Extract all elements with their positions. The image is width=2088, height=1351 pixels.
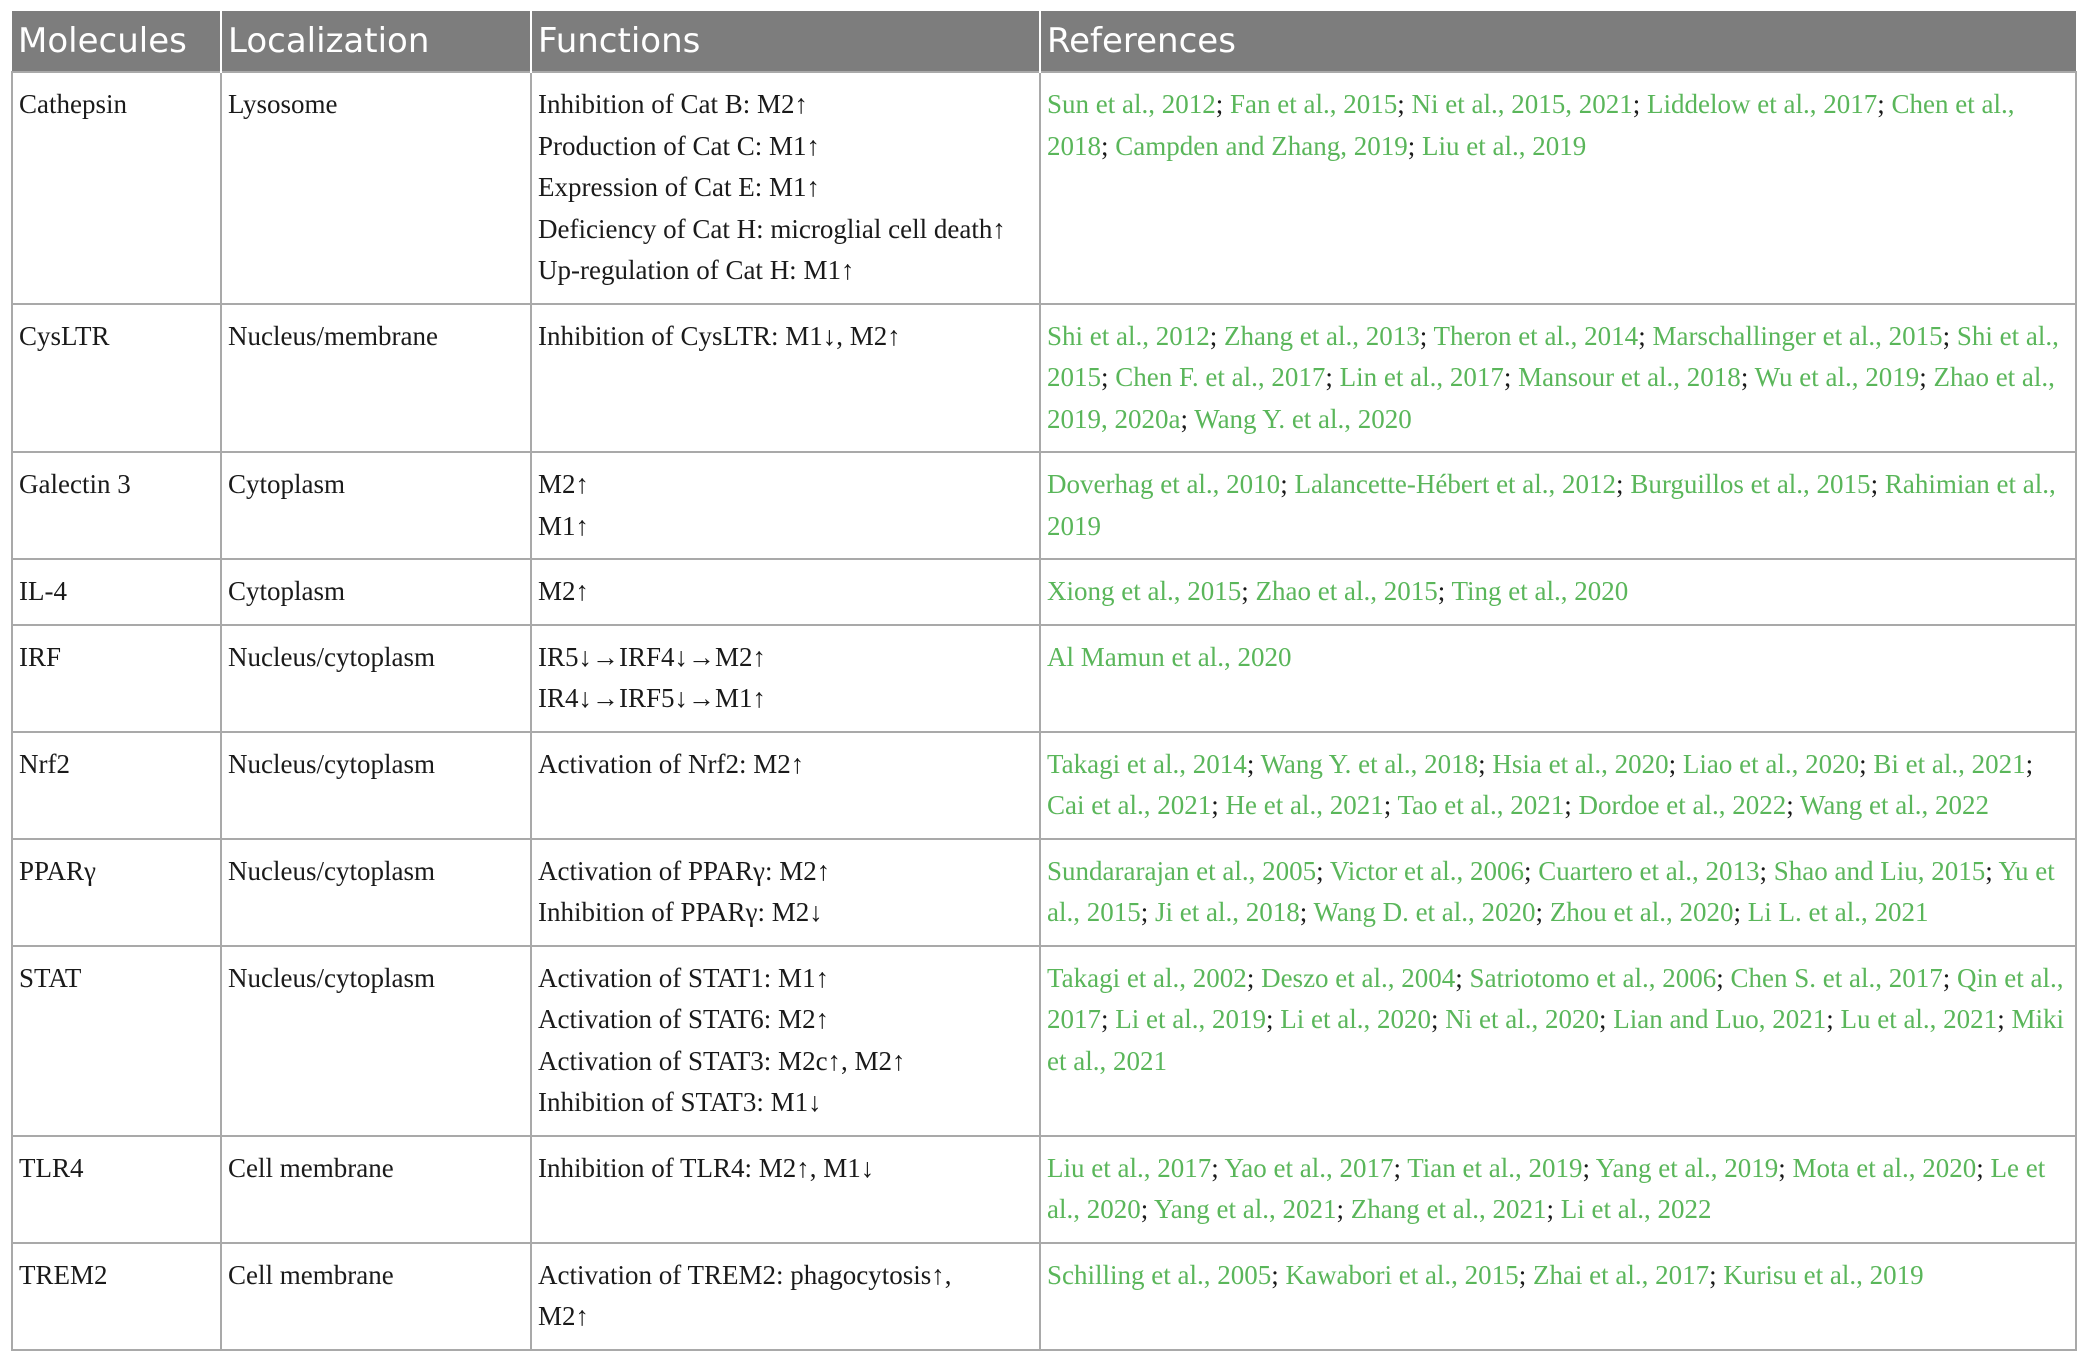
cell-functions — [531, 452, 1040, 559]
function-line: Production of Cat C: M1↑ — [538, 130, 820, 161]
reference-separator: ; — [1393, 1152, 1408, 1183]
function-line: IR4↓→IRF5↓→M1↑ — [538, 683, 767, 713]
cell-functions — [531, 946, 1040, 1136]
reference-link[interactable]: He et al., 2021 — [1225, 790, 1384, 820]
reference-link[interactable]: Zhao et al., 2015 — [1255, 576, 1438, 606]
reference-link[interactable]: Rahimian et al., 2019 — [1047, 469, 2056, 541]
reference-link[interactable]: Satriotomo et al., 2006 — [1469, 962, 1717, 993]
reference-link[interactable]: Liu et al., 2019 — [1421, 130, 1587, 161]
reference-link[interactable]: Zhai et al., 2017 — [1532, 1259, 1710, 1290]
cell-functions — [531, 72, 1040, 304]
reference-separator: ; — [1246, 962, 1262, 993]
reference-separator: ; — [1826, 1004, 1841, 1034]
cell-functions — [531, 625, 1040, 732]
reference-separator: ; — [1535, 897, 1550, 927]
reference-link[interactable]: Dordoe et al., 2022 — [1578, 790, 1787, 820]
reference-link[interactable]: Doverhag et al., 2010 — [1047, 469, 1281, 499]
reference-link[interactable]: Cuartero et al., 2013 — [1538, 855, 1760, 886]
reference-separator: ; — [1325, 362, 1340, 392]
reference-separator: ; — [1299, 897, 1314, 927]
reference-link[interactable]: Tao et al., 2021 — [1397, 790, 1565, 820]
function-line: Inhibition of PPARγ: M2↓ — [538, 897, 823, 927]
reference-link[interactable]: Liao et al., 2020 — [1682, 748, 1860, 779]
cell-references — [1040, 304, 2076, 453]
table-row — [12, 559, 2076, 625]
function-line: Activation of PPARγ: M2↑ — [538, 855, 831, 886]
reference-separator: ; — [1419, 320, 1434, 351]
reference-link[interactable]: Kawabori et al., 2015 — [1285, 1259, 1519, 1290]
function-line: IR5↓→IRF4↓→M2↑ — [538, 641, 767, 672]
reference-link[interactable]: Shi et al., 2012 — [1047, 320, 1210, 351]
reference-separator: ; — [1280, 469, 1295, 499]
table-row — [12, 732, 2076, 839]
function-line: M2↑ — [538, 1301, 590, 1331]
reference-link[interactable]: Yang et al., 2019 — [1595, 1152, 1779, 1183]
reference-separator: ; — [1759, 855, 1774, 886]
reference-separator: ; — [1582, 1152, 1596, 1183]
reference-separator: ; — [1919, 362, 1934, 392]
reference-link[interactable]: Ni et al., 2015, 2021 — [1411, 89, 1633, 119]
reference-separator: ; — [2025, 748, 2034, 779]
reference-link[interactable]: Li et al., 2019 — [1115, 1004, 1266, 1034]
table-header — [12, 11, 2076, 72]
cell-molecule: TLR4 — [12, 1136, 221, 1243]
cell-localization: Cell membrane — [221, 1243, 531, 1350]
function-line: M2↑ — [538, 576, 590, 606]
reference-separator: ; — [1985, 855, 1999, 886]
reference-link[interactable]: Zhao et al., 2019, 2020a — [1047, 362, 2055, 434]
reference-link[interactable]: Mota et al., 2020 — [1792, 1152, 1977, 1183]
reference-separator: ; — [1564, 790, 1579, 820]
reference-link[interactable]: Takagi et al., 2014 — [1047, 748, 1247, 779]
cell-localization: Nucleus/cytoplasm — [221, 946, 531, 1136]
reference-link[interactable]: Schilling et al., 2005 — [1047, 1259, 1272, 1290]
cell-functions — [531, 1136, 1040, 1243]
cell-functions — [531, 839, 1040, 946]
reference-link[interactable]: Deszo et al., 2004 — [1261, 962, 1456, 993]
reference-link[interactable]: Ni et al., 2020 — [1445, 1004, 1599, 1034]
function-line: Inhibition of Cat B: M2↑ — [538, 89, 808, 119]
function-line: Up-regulation of Cat H: M1↑ — [538, 255, 855, 285]
reference-link[interactable]: Theron et al., 2014 — [1433, 320, 1639, 351]
reference-separator: ; — [1336, 1194, 1351, 1224]
reference-separator: ; — [1215, 89, 1231, 119]
reference-separator: ; — [1740, 362, 1755, 392]
cell-localization: Nucleus/cytoplasm — [221, 732, 531, 839]
reference-link[interactable]: Hsia et al., 2020 — [1492, 748, 1669, 779]
reference-separator: ; — [1140, 897, 1156, 927]
reference-separator: ; — [1942, 962, 1958, 993]
reference-link[interactable]: Xiong et al., 2015 — [1047, 576, 1242, 606]
cell-molecule: STAT — [12, 946, 221, 1136]
reference-link[interactable]: Lin et al., 2017 — [1339, 362, 1504, 392]
table-row — [12, 839, 2076, 946]
reference-separator: ; — [1778, 1152, 1793, 1183]
reference-link[interactable]: Yu et al., 2015 — [1047, 855, 2055, 927]
cell-references — [1040, 946, 2076, 1136]
reference-link[interactable]: Li et al., 2020 — [1280, 1004, 1431, 1034]
function-line: M1↑ — [538, 510, 590, 541]
function-line: Inhibition of TLR4: M2↑, M1↓ — [538, 1152, 875, 1183]
reference-separator: ; — [1859, 748, 1874, 779]
reference-separator: ; — [1503, 362, 1519, 392]
reference-separator: ; — [1668, 748, 1683, 779]
reference-link[interactable]: Chen et al., 2018 — [1047, 89, 2015, 161]
cell-molecule: Nrf2 — [12, 732, 221, 839]
reference-link[interactable]: Zhang et al., 2021 — [1350, 1194, 1547, 1224]
reference-link[interactable]: Wang Y. et al., 2018 — [1260, 748, 1479, 779]
reference-separator: ; — [1976, 1152, 1991, 1183]
reference-separator: ; — [1616, 469, 1631, 499]
cell-molecule: Galectin 3 — [12, 452, 221, 559]
cell-molecule: IRF — [12, 625, 221, 732]
cell-references — [1040, 732, 2076, 839]
reference-separator: ; — [1383, 790, 1398, 820]
cell-localization: Lysosome — [221, 72, 531, 304]
header-molecules: Molecules — [12, 11, 221, 72]
cell-localization: Cytoplasm — [221, 452, 531, 559]
reference-link[interactable]: Campden and Zhang, 2019 — [1115, 130, 1408, 161]
header-references: References — [1040, 11, 2076, 72]
reference-separator: ; — [1942, 320, 1957, 351]
reference-link[interactable]: Ji et al., 2018 — [1155, 897, 1300, 927]
cell-references — [1040, 452, 2076, 559]
reference-separator: ; — [1638, 320, 1653, 351]
reference-link[interactable]: Li et al., 2022 — [1560, 1194, 1712, 1224]
reference-separator: ; — [1101, 362, 1116, 392]
reference-link[interactable]: Zhang et al., 2013 — [1224, 320, 1420, 351]
table-row — [12, 72, 2076, 304]
reference-separator: ; — [1546, 1194, 1561, 1224]
reference-link[interactable]: Lalancette-Hébert et al., 2012 — [1294, 469, 1617, 499]
reference-separator: ; — [1211, 790, 1226, 820]
function-line: Inhibition of CysLTR: M1↓, M2↑ — [538, 320, 901, 351]
reference-link[interactable]: Burguillos et al., 2015 — [1630, 469, 1871, 499]
reference-separator: ; — [1870, 469, 1885, 499]
table-row — [12, 452, 2076, 559]
reference-separator: ; — [1265, 1004, 1281, 1034]
reference-link[interactable]: Tian et al., 2019 — [1407, 1152, 1583, 1183]
function-line: Expression of Cat E: M1↑ — [538, 172, 820, 202]
cell-molecule: IL-4 — [12, 559, 221, 625]
reference-link[interactable]: Wu et al., 2019 — [1754, 362, 1920, 392]
cell-functions — [531, 304, 1040, 453]
reference-separator: ; — [1209, 320, 1225, 351]
cell-references — [1040, 839, 2076, 946]
cell-molecule: PPARγ — [12, 839, 221, 946]
cell-localization: Nucleus/cytoplasm — [221, 625, 531, 732]
reference-link[interactable]: Chen S. et al., 2017 — [1730, 962, 1943, 993]
function-line: Deficiency of Cat H: microglial cell death↑ — [538, 213, 1006, 244]
cell-localization: Nucleus/membrane — [221, 304, 531, 453]
reference-separator: ; — [1877, 89, 1892, 119]
reference-separator: ; — [1997, 1004, 2012, 1034]
reference-link[interactable]: Wang Y. et al., 2020 — [1194, 403, 1412, 434]
reference-link[interactable]: Liddelow et al., 2017 — [1647, 89, 1878, 119]
reference-separator: ; — [1397, 89, 1412, 119]
reference-link[interactable]: Miki et al., 2021 — [1047, 1004, 2064, 1076]
table-row — [12, 304, 2076, 453]
reference-link[interactable]: Fan et al., 2015 — [1230, 89, 1398, 119]
reference-link[interactable]: Liu et al., 2017 — [1047, 1152, 1212, 1183]
reference-link[interactable]: Sun et al., 2012 — [1047, 89, 1216, 119]
cell-molecule: TREM2 — [12, 1243, 221, 1350]
reference-separator: ; — [1101, 130, 1116, 161]
reference-link[interactable]: Shi et al., 2015 — [1047, 320, 2059, 392]
table-row — [12, 946, 2076, 1136]
cell-references — [1040, 1136, 2076, 1243]
reference-link[interactable]: Shao and Liu, 2015 — [1773, 855, 1986, 886]
reference-link[interactable]: Li L. et al., 2021 — [1747, 897, 1929, 927]
reference-separator: ; — [1407, 130, 1422, 161]
reference-separator: ; — [1455, 962, 1470, 993]
cell-functions — [531, 732, 1040, 839]
function-line: Activation of STAT6: M2↑ — [538, 1004, 830, 1034]
cell-references — [1040, 625, 2076, 732]
reference-link[interactable]: Takagi et al., 2002 — [1047, 962, 1247, 993]
reference-link[interactable]: Wang D. et al., 2020 — [1313, 897, 1536, 927]
reference-separator: ; — [1271, 1259, 1286, 1290]
reference-link[interactable]: Yang et al., 2021 — [1154, 1194, 1337, 1224]
reference-link[interactable]: Sundararajan et al., 2005 — [1047, 855, 1317, 886]
reference-separator: ; — [1437, 576, 1452, 606]
reference-link[interactable]: Victor et al., 2006 — [1329, 855, 1524, 886]
cell-functions — [531, 1243, 1040, 1350]
reference-separator: ; — [1478, 748, 1493, 779]
reference-link[interactable]: Yao et al., 2017 — [1224, 1152, 1394, 1183]
molecules-table — [11, 11, 2077, 1351]
reference-link[interactable]: Cai et al., 2021 — [1047, 790, 1212, 820]
function-line: M2↑ — [538, 469, 590, 499]
reference-link[interactable]: Wang et al., 2022 — [1800, 790, 1990, 820]
reference-link[interactable]: Ting et al., 2020 — [1451, 576, 1629, 606]
reference-link[interactable]: Zhou et al., 2020 — [1549, 897, 1734, 927]
reference-separator: ; — [1211, 1152, 1225, 1183]
cell-localization: Cytoplasm — [221, 559, 531, 625]
reference-separator: ; — [1140, 1194, 1154, 1224]
cell-molecule: CysLTR — [12, 304, 221, 453]
cell-functions — [531, 559, 1040, 625]
reference-link[interactable]: Chen F. et al., 2017 — [1115, 362, 1326, 392]
reference-link[interactable]: Lu et al., 2021 — [1840, 1004, 1998, 1034]
function-line: Activation of TREM2: phagocytosis↑, — [538, 1259, 952, 1290]
table-body — [12, 72, 2076, 1350]
reference-separator: ; — [1246, 748, 1261, 779]
function-line: Activation of Nrf2: M2↑ — [538, 748, 805, 779]
reference-separator: ; — [1786, 790, 1800, 820]
reference-link[interactable]: Bi et al., 2021 — [1873, 748, 2026, 779]
cell-references — [1040, 72, 2076, 304]
reference-link[interactable]: Le et al., 2020 — [1047, 1152, 2046, 1224]
function-line: Activation of STAT3: M2c↑, M2↑ — [538, 1045, 906, 1076]
table-row — [12, 625, 2076, 732]
reference-separator: ; — [1518, 1259, 1533, 1290]
header-localization: Localization — [221, 11, 531, 72]
header-row — [12, 11, 2076, 72]
reference-link[interactable]: Mansour et al., 2018 — [1518, 362, 1741, 392]
reference-link[interactable]: Lian and Luo, 2021 — [1613, 1004, 1827, 1034]
function-line: Activation of STAT1: M1↑ — [538, 962, 830, 993]
reference-separator: ; — [1709, 1259, 1724, 1290]
reference-separator: ; — [1241, 576, 1256, 606]
cell-localization: Cell membrane — [221, 1136, 531, 1243]
reference-separator: ; — [1101, 1004, 1116, 1034]
cell-localization: Nucleus/cytoplasm — [221, 839, 531, 946]
function-line: Inhibition of STAT3: M1↓ — [538, 1087, 822, 1117]
reference-separator: ; — [1733, 897, 1748, 927]
reference-separator: ; — [1716, 962, 1731, 993]
header-functions: Functions — [531, 11, 1040, 72]
reference-separator: ; — [1430, 1004, 1446, 1034]
reference-separator: ; — [1180, 403, 1195, 434]
reference-separator: ; — [1632, 89, 1648, 119]
cell-molecule: Cathepsin — [12, 72, 221, 304]
reference-link[interactable]: Marschallinger et al., 2015 — [1652, 320, 1943, 351]
reference-link[interactable]: Kurisu et al., 2019 — [1723, 1259, 1924, 1290]
table-row — [12, 1136, 2076, 1243]
reference-link[interactable]: Qin et al., 2017 — [1047, 962, 2064, 1034]
table-row — [12, 1243, 2076, 1350]
reference-link[interactable]: Al Mamun et al., 2020 — [1047, 641, 1292, 672]
reference-separator: ; — [1524, 855, 1539, 886]
reference-separator: ; — [1598, 1004, 1614, 1034]
reference-separator: ; — [1316, 855, 1330, 886]
table-container — [11, 11, 2075, 1351]
cell-references — [1040, 1243, 2076, 1350]
cell-references — [1040, 559, 2076, 625]
